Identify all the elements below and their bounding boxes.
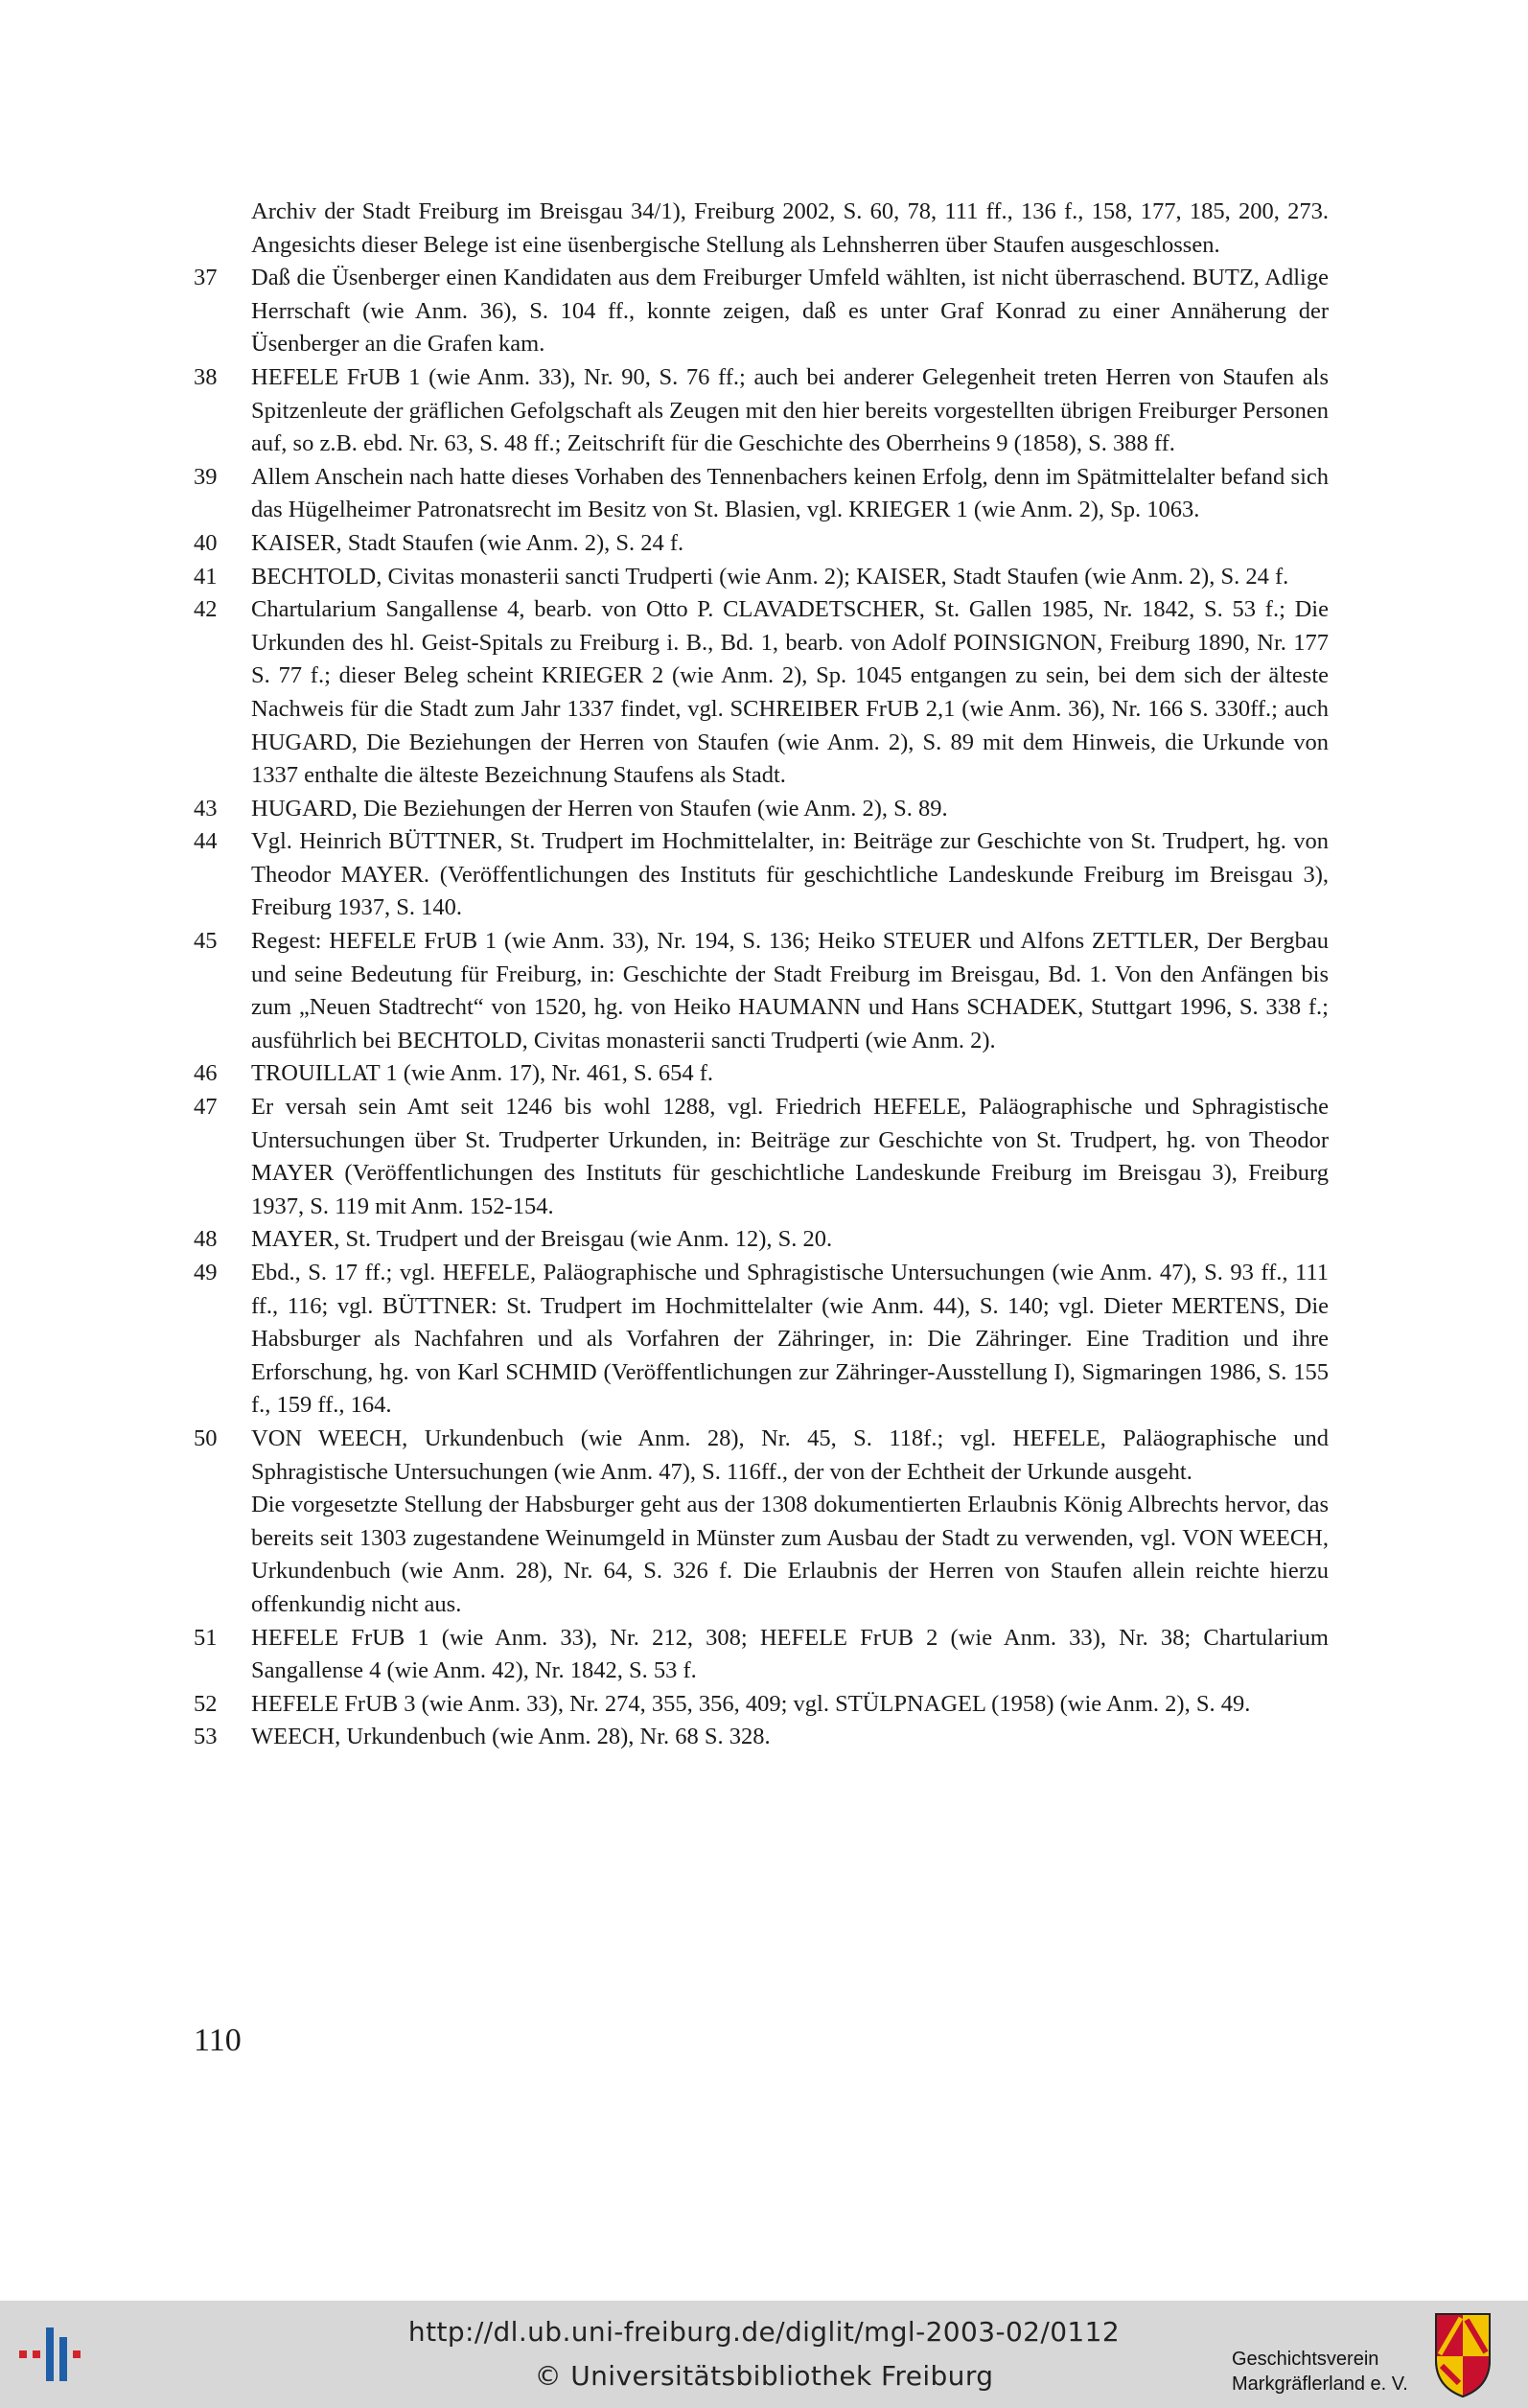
footnote-text: Ebd., S. 17 ff.; vgl. HEFELE, Paläographische und Sphragistische Untersuchungen (wie Anm. 47), S. 93 ff., 111 ff., 116; vgl. BÜTTNER: St. Trudpert im Hochmittelalter (wie Anm. 44), S. 140; vgl. Dieter MERTENS, Die Habsburger als Nachfahren und als Vorfahren der Zähringer, in: Die Zähringer. Eine Tradition und ihre Erforschung, hg. von Karl SCHMID (Veröffentlichungen zur Zähringer-Ausstellung I), Sigmaringen 1986, S. 155 f., 159 ff., 164. bbox=[251, 1260, 1329, 1419]
footnote bbox=[194, 1688, 1329, 1722]
footnote-text: Er versah sein Amt seit 1246 bis wohl 1288, vgl. Friedrich HEFELE, Paläographische und Sphragistische Untersuchungen über St. Trudperter Urkunden, in: Beiträge zur Geschichte von St. Trudpert, hg. von Theodor MAYER (Veröffentlichungen des Instituts für geschichtliche Landeskunde Freiburg im Breisgau 3), Freiburg 1937, S. 119 mit Anm. 152-154. bbox=[251, 1094, 1329, 1219]
footnote bbox=[194, 593, 1329, 793]
footnote-number: 40 bbox=[194, 529, 218, 556]
footnote-number: 39 bbox=[194, 463, 218, 490]
footnote bbox=[194, 1622, 1329, 1688]
footnote-text: Archiv der Stadt Freiburg im Breisgau 34/1), Freiburg 2002, S. 60, 78, 111 ff., 136 f., 158, 177, 185, 200, 273. Angesichts dieser Belege ist eine üsenbergische Stellung als Lehnsherren über Staufen ausgeschlossen. bbox=[251, 198, 1329, 258]
footnote-text: HEFELE FrUB 1 (wie Anm. 33), Nr. 90, S. 76 ff.; auch bei anderer Gelegenheit treten Herren von Staufen als Spitzenleute der gräflichen Gefolgschaft als Zeugen mit den hier bereits vorgestellten übrigen Freiburger Personen auf, so z.B. ebd. Nr. 63, S. 48 ff.; Zeitschrift für die Geschichte des Oberrheins 9 (1858), S. 388 ff. bbox=[251, 363, 1329, 457]
footnote bbox=[194, 262, 1329, 361]
footnote-number: 42 bbox=[194, 596, 218, 623]
page-number: 110 bbox=[194, 2023, 242, 2058]
footnote-text: TROUILLAT 1 (wie Anm. 17), Nr. 461, S. 654 f. bbox=[251, 1060, 714, 1087]
footnote-number: 38 bbox=[194, 363, 218, 390]
footnote bbox=[194, 1423, 1329, 1622]
footnote bbox=[194, 461, 1329, 527]
footnote-number: 50 bbox=[194, 1424, 218, 1451]
footnote-text: BECHTOLD, Civitas monasterii sancti Trudperti (wie Anm. 2); KAISER, Stadt Staufen (wie Anm. 2), S. 24 f. bbox=[251, 563, 1289, 590]
footnote bbox=[194, 196, 1329, 262]
footnote-text: HEFELE FrUB 3 (wie Anm. 33), Nr. 274, 355, 356, 409; vgl. STÜLPNAGEL (1958) (wie Anm. 2), S. 49. bbox=[251, 1690, 1251, 1717]
footnote bbox=[194, 527, 1329, 561]
footnote bbox=[194, 1091, 1329, 1223]
footnote-number: 37 bbox=[194, 265, 218, 291]
footnote bbox=[194, 925, 1329, 1057]
footnote-number: 47 bbox=[194, 1094, 218, 1121]
footnote-text: Chartularium Sangallense 4, bearb. von Otto P. CLAVADETSCHER, St. Gallen 1985, Nr. 1842, S. 53 f.; Die Urkunden des hl. Geist-Spitals zu Freiburg i. B., Bd. 1, bearb. von Adolf POINSIGNON, Freiburg 1890, Nr. 177 S. 77 f.; dieser Beleg scheint KRIEGER 2 (wie Anm. 2), Sp. 1045 entgangen zu sein, bei dem sich der älteste Nachweis für die Stadt zum Jahr 1337 findet, vgl. SCHREIBER FrUB 2,1 (wie Anm. 36), Nr. 166 S. 330ff.; auch HUGARD, Die Beziehungen der Herren von Staufen (wie Anm. 2), S. 89 mit dem Hinweis, die Urkunde von 1337 enthalte die älteste Bezeichnung Staufens als Stadt. bbox=[251, 596, 1329, 789]
footnote-text: Die vorgesetzte Stellung der Habsburger geht aus der 1308 dokumentierten Erlaubnis König Albrechts hervor, das bereits seit 1303 zugestandene Weinumgeld in Münster zum Ausbau der Stadt zu verwenden, vgl. VON WEECH, Urkundenbuch (wie Anm. 28), Nr. 64, S. 326 f. Die Erlaubnis der Herren von Staufen allein reichte hierzu offenkundig nicht aus. bbox=[251, 1492, 1329, 1617]
footnote-number: 49 bbox=[194, 1260, 218, 1285]
footnote-number: 48 bbox=[194, 1226, 218, 1253]
footnote-number: 53 bbox=[194, 1724, 218, 1750]
footnote-number: 41 bbox=[194, 563, 218, 590]
footnote bbox=[194, 793, 1329, 826]
footnote bbox=[194, 361, 1329, 461]
footnote-text: Allem Anschein nach hatte dieses Vorhaben des Tennenbachers keinen Erfolg, denn im Spätmittelalter befand sich das Hügelheimer Patronatsrecht im Besitz von St. Blasien, vgl. KRIEGER 1 (wie Anm. 2), Sp. 1063. bbox=[251, 463, 1329, 523]
footer-bar bbox=[0, 2301, 1528, 2408]
footnote bbox=[194, 825, 1329, 925]
footnote-number: 43 bbox=[194, 795, 218, 822]
footer-url-link[interactable]: http://dl.ub.uni-freiburg.de/diglit/mgl-2003-02/0112 bbox=[407, 2316, 1121, 2348]
markgraeflerland-crest-icon bbox=[1432, 2310, 1493, 2398]
society-name-line1: Geschichtsverein bbox=[1232, 2349, 1379, 2370]
footnote-number: 46 bbox=[194, 1060, 218, 1087]
footnote-text: WEECH, Urkundenbuch (wie Anm. 28), Nr. 68 S. 328. bbox=[251, 1724, 771, 1750]
footnote-text: VON WEECH, Urkundenbuch (wie Anm. 28), Nr. 45, S. 118f.; vgl. HEFELE, Paläographische und Sphragistische Untersuchungen (wie Anm. 47), S. 116ff., der von der Echtheit der Urkunde ausgeht. bbox=[251, 1424, 1329, 1485]
society-name bbox=[1232, 2347, 1408, 2396]
footnote bbox=[194, 1721, 1329, 1754]
society-name-line2: Markgräflerland e. V. bbox=[1232, 2373, 1408, 2395]
footnote-number: 44 bbox=[194, 828, 218, 855]
footnote-number: 45 bbox=[194, 928, 218, 955]
footnote bbox=[194, 1223, 1329, 1257]
footnote-text: Daß die Üsenberger einen Kandidaten aus dem Freiburger Umfeld wählten, ist nicht überraschend. BUTZ, Adlige Herrschaft (wie Anm. 36), S. 104 ff., konnte zeigen, daß es unter Graf Konrad zu einer Annäherung der Üsenberger an die Grafen kam. bbox=[251, 265, 1329, 358]
footnote-number: 52 bbox=[194, 1690, 218, 1717]
footnote-text: MAYER, St. Trudpert und der Breisgau (wie Anm. 12), S. 20. bbox=[251, 1226, 833, 1253]
footnotes-list bbox=[194, 196, 1329, 1754]
footnote-text: KAISER, Stadt Staufen (wie Anm. 2), S. 24 f. bbox=[251, 529, 684, 556]
footnote-text: Regest: HEFELE FrUB 1 (wie Anm. 33), Nr. 194, S. 136; Heiko STEUER und Alfons ZETTLER, Der Bergbau und seine Bedeutung für Freiburg, in: Geschichte der Stadt Freiburg im Breisgau, Bd. 1. Von den Anfängen bis zum „Neuen Stadtrecht“ von 1520, hg. von Heiko HAUMANN und Hans SCHADEK, Stuttgart 1996, S. 338 f.; ausführlich bei BECHTOLD, Civitas monasterii sancti Trudperti (wie Anm. 2). bbox=[251, 928, 1329, 1054]
footnote-text: HUGARD, Die Beziehungen der Herren von Staufen (wie Anm. 2), S. 89. bbox=[251, 795, 948, 822]
footnote bbox=[194, 561, 1329, 594]
footer-copyright: © Universitätsbibliothek Freiburg bbox=[534, 2360, 994, 2392]
footnote bbox=[194, 1057, 1329, 1091]
footnote-text: Vgl. Heinrich BÜTTNER, St. Trudpert im Hochmittelalter, in: Beiträge zur Geschichte von St. Trudpert, hg. von Theodor MAYER. (Veröffentlichungen des Instituts für geschichtliche Landeskunde Freiburg im Breisgau 3), Freiburg 1937, S. 140. bbox=[251, 828, 1329, 921]
footnote-number: 51 bbox=[194, 1624, 218, 1651]
footnote-text: HEFELE FrUB 1 (wie Anm. 33), Nr. 212, 308; HEFELE FrUB 2 (wie Anm. 33), Nr. 38; Chartularium Sangallense 4 (wie Anm. 42), Nr. 1842, S. 53 f. bbox=[251, 1624, 1329, 1684]
footnote bbox=[194, 1257, 1329, 1423]
